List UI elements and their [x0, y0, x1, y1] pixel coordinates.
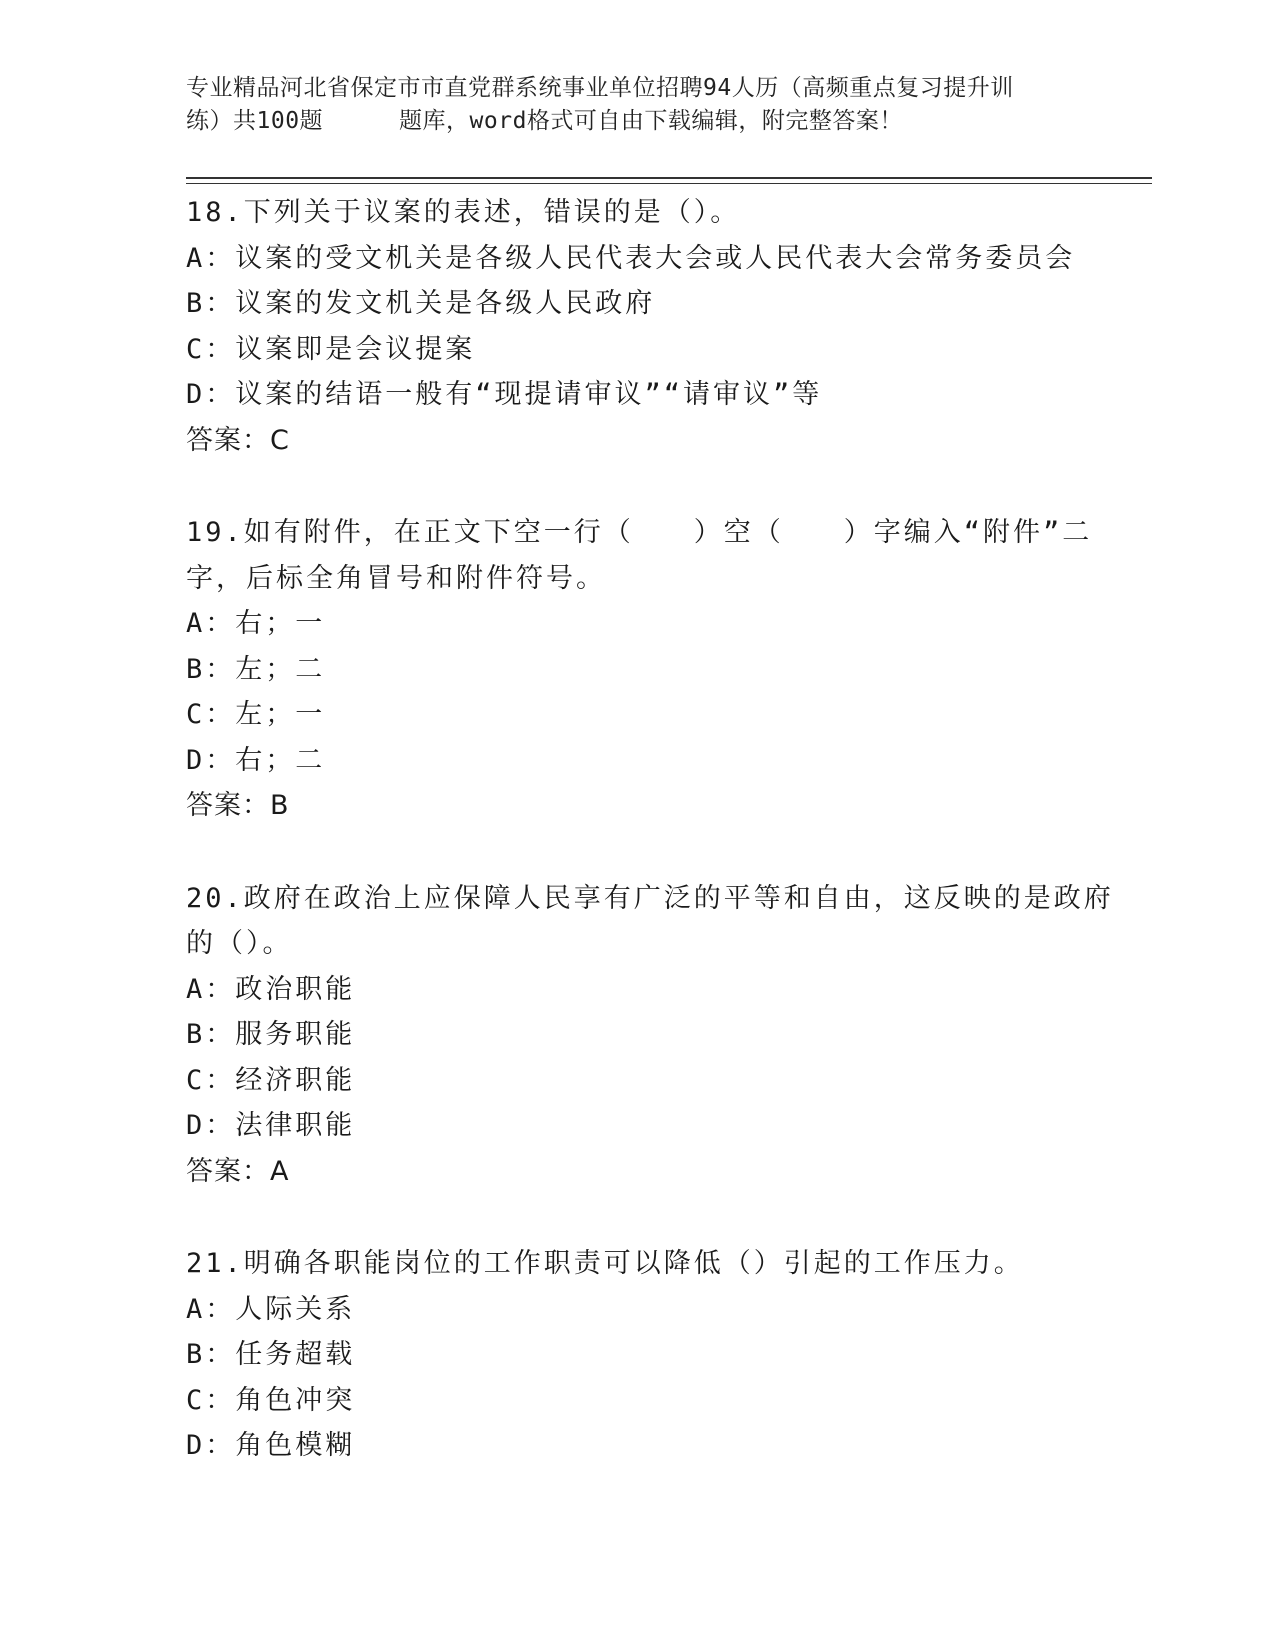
- option-b: B：左；二: [186, 653, 326, 685]
- question-stem: 18.下列关于议案的表述，错误的是（）。: [186, 197, 741, 228]
- question-18: [186, 190, 1086, 463]
- header-line-1: 专业精品河北省保定市市直党群系统事业单位招聘94人历（高频重点复习提升训: [186, 75, 1014, 101]
- option-d: D：右；二: [186, 744, 326, 776]
- header-line-2: [186, 105, 1086, 138]
- option-c: C：经济职能: [186, 1064, 356, 1096]
- answer: 答案：B: [186, 790, 290, 821]
- question-list: [186, 190, 1114, 1516]
- option-a: A：政治职能: [186, 973, 356, 1005]
- option-d: D：法律职能: [186, 1110, 356, 1141]
- option-d: D：议案的结语一般有“现提请审议”“请审议”等: [186, 379, 823, 410]
- answer: 答案：C: [186, 424, 290, 456]
- question-stem-line-2: 的（）。: [186, 928, 293, 959]
- answer: 答案：A: [186, 1155, 290, 1187]
- question-stem-line-1: 19.如有附件，在正文下空一行（ ）空（ ）字编入“附件”二: [186, 517, 1093, 548]
- option-b: B：任务超载: [186, 1339, 356, 1370]
- question-stem-line-1: 20.政府在政治上应保障人民享有广泛的平等和自由，这反映的是政府: [186, 882, 1114, 914]
- question-stem-line-2: 字，后标全角冒号和附件符号。: [186, 562, 606, 594]
- question-stem: 21.明确各职能岗位的工作职责可以降低（）引起的工作压力。: [186, 1248, 1024, 1279]
- header-line-2-part-1: 练）共100题: [186, 108, 324, 134]
- question-20: [186, 876, 1114, 1195]
- option-b: B：议案的发文机关是各级人民政府: [186, 288, 656, 319]
- header-divider-thick: [186, 177, 1152, 179]
- option-c: C：左；一: [186, 699, 326, 730]
- option-c: C：议案即是会议提案: [186, 333, 476, 365]
- option-d: D：角色模糊: [186, 1430, 356, 1461]
- document-header: [186, 72, 1086, 138]
- option-c: C：角色冲突: [186, 1384, 356, 1416]
- question-21: [186, 1241, 1086, 1469]
- option-b: B：服务职能: [186, 1019, 356, 1050]
- option-a: A：右；一: [186, 608, 326, 639]
- header-line-2-part-2: 题库，word格式可自由下载编辑，附完整答案！: [399, 108, 903, 134]
- option-a: A：人际关系: [186, 1293, 356, 1325]
- question-19: [186, 510, 1093, 829]
- header-divider-thin: [186, 183, 1152, 184]
- option-a: A：议案的受文机关是各级人民代表大会或人民代表大会常务委员会: [186, 242, 1076, 274]
